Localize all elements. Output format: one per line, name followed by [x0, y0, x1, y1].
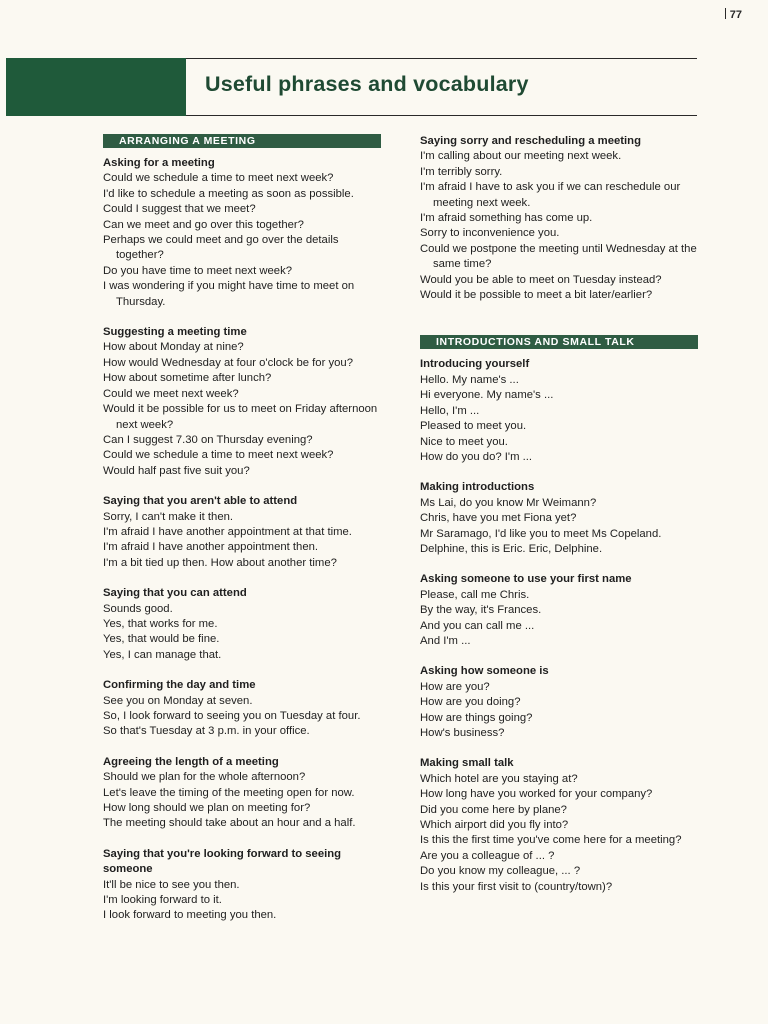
phrase-group	[103, 325, 389, 479]
phrase-item: How long have you worked for your company?	[420, 788, 653, 801]
phrase-item: Yes, that would be fine.	[103, 633, 220, 646]
phrase-item: I'd like to schedule a meeting as soon as possible.	[103, 187, 354, 200]
section-header-introductions: INTRODUCTIONS AND SMALL TALK	[420, 335, 698, 349]
phrase-item: So that's Tuesday at 3 p.m. in your office.	[103, 725, 310, 738]
phrase-item: Could we postpone the meeting until Wednesday at the same time?	[420, 242, 697, 271]
phrase-item: And you can call me ...	[420, 619, 535, 632]
phrase-item: Is this the first time you've come here for a meeting?	[420, 834, 682, 847]
phrase-item: Let's leave the timing of the meeting open for now.	[103, 786, 355, 799]
phrase-item: Yes, I can manage that.	[103, 648, 222, 661]
phrase-item: I'm afraid something has come up.	[420, 212, 593, 225]
phrase-item: Which hotel are you staying at?	[420, 772, 578, 785]
phrase-item: Pleased to meet you.	[420, 420, 527, 433]
phrase-group	[103, 755, 389, 832]
group-title: Confirming the day and time	[103, 679, 256, 692]
phrase-item: Would half past five suit you?	[103, 464, 250, 477]
phrase-item: Delphine, this is Eric. Eric, Delphine.	[420, 542, 603, 555]
group-title: Agreeing the length of a meeting	[103, 755, 279, 768]
phrase-item: Would it be possible for us to meet on Friday afternoon next week?	[103, 403, 378, 431]
left-groups	[103, 156, 389, 924]
group-title: Asking for a meeting	[103, 157, 215, 169]
phrase-item: By the way, it's Frances.	[420, 604, 542, 617]
phrase-item: Could we schedule a time to meet next week?	[103, 449, 334, 462]
group-title: Saying that you can attend	[103, 587, 247, 600]
phrase-item: Do you know my colleague, ... ?	[420, 865, 581, 878]
phrase-item: Would you be able to meet on Tuesday instead?	[420, 273, 662, 286]
phrase-list	[103, 694, 389, 740]
phrase-item: Can we meet and go over this together?	[103, 218, 304, 231]
phrase-item: I'm afraid I have another appointment then.	[103, 541, 319, 554]
phrase-group	[103, 678, 389, 740]
phrase-group	[420, 756, 706, 895]
phrase-item: How are you?	[420, 680, 490, 693]
phrase-group	[103, 586, 389, 663]
phrase-item: Are you a colleague of ... ?	[420, 849, 555, 862]
phrase-list	[103, 878, 389, 924]
phrase-item: How about Monday at nine?	[103, 341, 244, 354]
phrase-item: Hi everyone. My name's ...	[420, 389, 554, 402]
phrase-item: See you on Monday at seven.	[103, 694, 253, 707]
phrase-group	[103, 494, 389, 571]
group-title: Making small talk	[420, 757, 514, 770]
phrase-item: Can I suggest 7.30 on Thursday evening?	[103, 433, 313, 446]
phrase-item: Sorry to inconvenience you.	[420, 227, 560, 240]
phrase-item: Did you come here by plane?	[420, 803, 567, 816]
phrase-item: Nice to meet you.	[420, 435, 508, 448]
right-top-groups	[420, 134, 706, 303]
title-top-rule	[186, 58, 697, 59]
page-title: Useful phrases and vocabulary	[205, 72, 529, 96]
phrase-item: The meeting should take about an hour and a half.	[103, 817, 356, 830]
phrase-item: Mr Saramago, I'd like you to meet Ms Copeland.	[420, 527, 662, 540]
phrase-list	[420, 588, 706, 650]
phrase-item: How are you doing?	[420, 696, 521, 709]
phrase-item: Should we plan for the whole afternoon?	[103, 771, 306, 784]
group-title: Saying that you're looking forward to seeing someone	[103, 847, 342, 876]
phrase-item: Which airport did you fly into?	[420, 819, 569, 832]
phrase-group	[420, 357, 706, 465]
phrase-item: I'm afraid I have to ask you if we can reschedule our meeting next week.	[420, 181, 681, 209]
phrase-list	[103, 171, 389, 310]
phrase-list	[420, 496, 706, 558]
phrase-item: Yes, that works for me.	[103, 617, 218, 630]
phrase-item: Could we schedule a time to meet next week?	[103, 172, 334, 185]
title-bottom-rule	[186, 115, 697, 116]
page-number-text: 77	[729, 9, 742, 21]
phrase-group	[103, 156, 389, 310]
phrase-list	[103, 770, 389, 832]
phrase-item: How do you do? I'm ...	[420, 450, 533, 463]
phrase-list	[420, 772, 706, 895]
phrase-group	[420, 572, 706, 649]
phrase-list	[103, 340, 389, 479]
phrase-item: I look forward to meeting you then.	[103, 909, 277, 922]
phrase-list	[103, 602, 389, 664]
phrase-item: Sounds good.	[103, 602, 173, 615]
phrase-item: How long should we plan on meeting for?	[103, 802, 311, 815]
phrase-item: I'm terribly sorry.	[420, 165, 503, 178]
group-title: Asking someone to use your first name	[420, 573, 632, 586]
phrase-item: Hello, I'm ...	[420, 404, 480, 417]
phrase-group	[103, 847, 389, 924]
phrase-item: Do you have time to meet next week?	[103, 264, 293, 277]
phrase-item: I was wondering if you might have time to meet on Thursday.	[103, 280, 355, 308]
phrase-item: Could I suggest that we meet?	[103, 203, 256, 216]
phrase-item: Would it be possible to meet a bit later/earlier?	[420, 289, 653, 302]
phrase-list	[420, 149, 706, 303]
phrase-group	[420, 664, 706, 741]
phrase-item: I'm looking forward to it.	[103, 894, 222, 907]
phrase-item: How would Wednesday at four o'clock be for you?	[103, 356, 353, 369]
phrase-list	[420, 373, 706, 465]
phrase-item: Sorry, I can't make it then.	[103, 510, 234, 523]
group-title: Suggesting a meeting time	[103, 326, 247, 339]
phrase-group	[420, 480, 706, 557]
phrase-item: Hello. My name's ...	[420, 373, 519, 386]
section-header-arranging-meeting: ARRANGING A MEETING	[103, 134, 381, 148]
phrase-item: I'm calling about our meeting next week.	[420, 150, 622, 163]
group-title: Saying that you aren't able to attend	[103, 495, 298, 508]
right-column	[420, 134, 706, 910]
left-column	[103, 134, 389, 939]
phrase-item: Is this your first visit to (country/town)?	[420, 880, 613, 893]
phrase-item: It'll be nice to see you then.	[103, 878, 240, 891]
page-number	[725, 8, 742, 21]
phrase-item: How about sometime after lunch?	[103, 372, 272, 385]
right-groups	[420, 357, 706, 895]
phrase-item: So, I look forward to seeing you on Tuesday at four.	[103, 710, 361, 722]
group-title: Saying sorry and rescheduling a meeting	[420, 135, 641, 147]
phrase-item: Could we meet next week?	[103, 387, 239, 400]
phrase-item: Perhaps we could meet and go over the details together?	[103, 234, 339, 262]
title-color-block	[6, 58, 186, 116]
phrase-list	[103, 510, 389, 572]
phrase-item: I'm a bit tied up then. How about another time?	[103, 556, 337, 569]
phrase-item: How are things going?	[420, 711, 533, 724]
group-title: Asking how someone is	[420, 665, 549, 678]
phrase-group	[420, 134, 706, 303]
phrase-item: And I'm ...	[420, 634, 471, 647]
phrase-list	[420, 680, 706, 742]
phrase-item: Chris, have you met Fiona yet?	[420, 512, 577, 525]
group-title: Introducing yourself	[420, 358, 530, 371]
phrase-item: Ms Lai, do you know Mr Weimann?	[420, 496, 597, 509]
phrase-item: I'm afraid I have another appointment at that time.	[103, 525, 352, 538]
group-title: Making introductions	[420, 481, 535, 494]
phrase-item: How's business?	[420, 727, 505, 739]
phrase-item: Please, call me Chris.	[420, 588, 530, 601]
